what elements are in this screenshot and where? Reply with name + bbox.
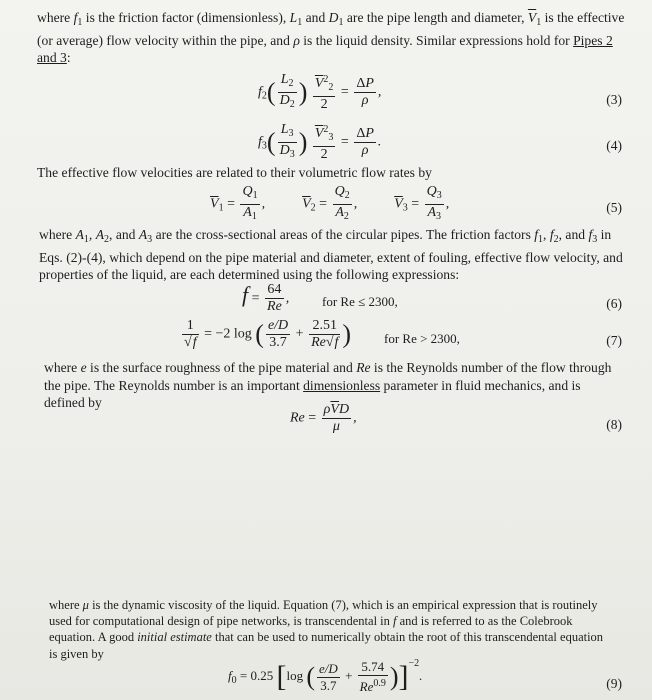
paragraph-4: where e is the surface roughness of the pipe material and Re is the Reynolds number of the flow through the pipe. The Reynolds number is an important dimensionless parameter in fluid mechanics, and is defined by <box>44 360 612 410</box>
equation-number-7: (7) <box>606 333 622 348</box>
equation-6-condition: for Re ≤ 2300, <box>322 294 398 309</box>
equation-number-5: (5) <box>606 200 622 215</box>
paragraph-2: The effective flow velocities are related to their volumetric flow rates by <box>37 165 432 180</box>
equation-9: $f_0 = 0.25$ [log ( $\frac{e/D}{3.7}$ + $\frac{5.74}{Re^{0.9}}$ )]$^{-2}$. <box>228 658 423 695</box>
equation-6: f = $\frac{64}{Re}$ , <box>242 282 290 315</box>
equation-number-8: (8) <box>606 417 622 432</box>
paragraph-1: where $f_1$ is the friction factor (dimensionless), $L_1$ and $D_1$ are the pipe length and diameter, $\overline{V}_1$ is the effective (or average) flow velocity within the pipe, and ρ is the liquid density. Similar expressions hold for Pipes 2 and 3: <box>37 10 625 65</box>
paragraph-3: where $A_1$, $A_2$, and $A_3$ are the cross-sectional areas of the circular pipes. The friction factors $f_1$, $f_2$, and $f_3$ in Eqs. (2)-(4), which depend on the pipe material and diameter, extent of fouling, effective flow velocity, and properties of the liquid, are each determined using the following expressions: <box>39 227 623 282</box>
equation-number-9: (9) <box>606 676 622 691</box>
equation-number-4: (4) <box>606 138 622 153</box>
equation-3: $f_2$( $\frac{L_2}{D_2}$ ) $\frac{\overline{V}^2_2}{2}$ = $\frac{\Delta P}{\rho}$ , <box>258 72 382 112</box>
equation-8: Re = $\frac{\rho\overline{V}D}{\mu}$ , <box>290 402 357 434</box>
equation-7: $\frac{1}{√f}$ = −2 log ( $\frac{e/D}{3.7}$ + $\frac{2.51}{Re√f}$ ) <box>184 318 352 350</box>
equation-number-6: (6) <box>606 296 622 311</box>
equation-7-condition: for Re > 2300, <box>384 331 460 346</box>
paragraph-5: where μ is the dynamic viscosity of the liquid. Equation (7), which is an empirical expression that is routinely used for computational design of pipe networks, is transcendental in f and is referred to as the Colebrook equation. A good initial estimate that can be used to numerically obtain the root of this transcendental equation is given by <box>49 598 604 661</box>
equation-number-3: (3) <box>606 92 622 107</box>
equation-5: $\overline{V}_1$ = $\frac{Q_1}{A_1}$ , $\overline{V}_2$ = $\frac{Q_2}{A_2}$ , $\overline{V}_3$ = $\frac{Q_3}{A_3}$ , <box>210 184 450 222</box>
equation-4: $f_3$( $\frac{L_3}{D_3}$ ) $\frac{\overline{V}^2_3}{2}$ = $\frac{\Delta P}{\rho}$ . <box>258 122 382 162</box>
